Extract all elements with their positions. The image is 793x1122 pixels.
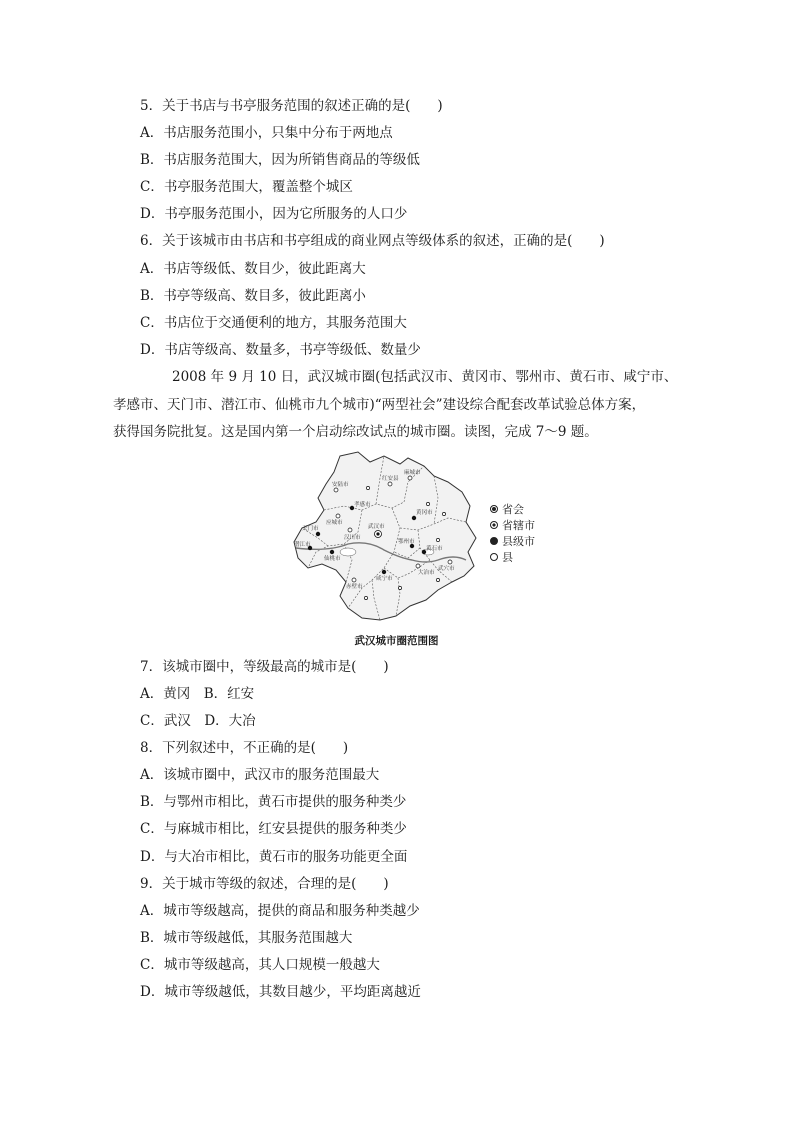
label-wuxue: 武穴市 xyxy=(438,566,455,572)
question-7-options-cd: C．武汉 D．大冶 xyxy=(140,713,256,729)
label-tianmen: 天门市 xyxy=(302,526,319,532)
wuxue-symbol xyxy=(448,560,452,564)
label-xiantao: 仙桃市 xyxy=(324,556,341,562)
prefecture-city-icon xyxy=(490,521,498,529)
question-5-option-b: B．书店服务范围大，因为所销售商品的等级低 xyxy=(140,152,420,168)
label-xianning: 咸宁市 xyxy=(376,576,393,582)
label-macheng: 麻城市 xyxy=(404,470,421,476)
county-city-icon xyxy=(490,537,498,545)
passage-line-3: 获得国务院批复。这是国内第一个启动综改试点的城市圈。读图，完成 7～9 题。 xyxy=(113,424,598,440)
macheng-symbol xyxy=(408,476,412,480)
question-5-stem: 5．关于书店与书亭服务范围的叙述正确的是( ) xyxy=(140,98,443,114)
wuhan-city-circle-map xyxy=(288,448,483,628)
question-9-option-b: B．城市等级越低，其服务范围越大 xyxy=(140,930,353,946)
county-symbol xyxy=(366,486,369,489)
hongan-symbol xyxy=(388,482,392,486)
wuhan-capital-symbol xyxy=(375,531,382,538)
question-6-option-c: C．书店位于交通便利的地方，其服务范围大 xyxy=(140,315,407,331)
label-ezhou: 鄂州市 xyxy=(398,539,415,545)
question-5-option-a: A．书店服务范围小，只集中分布于两地点 xyxy=(140,125,393,141)
label-hanchuan: 汉川市 xyxy=(344,535,361,541)
question-7-options-ab: A．黄冈 B．红安 xyxy=(140,686,255,702)
question-9-stem: 9．关于城市等级的叙述，合理的是( ) xyxy=(140,876,389,892)
label-wuhan: 武汉市 xyxy=(368,524,385,530)
label-xiaogan: 孝感市 xyxy=(354,502,371,508)
xianning-symbol xyxy=(382,570,386,574)
question-6-option-a: A．书店等级低、数目少，彼此距离大 xyxy=(140,261,366,277)
question-8-option-d: D．与大冶市相比，黄石市的服务功能更全面 xyxy=(140,849,408,865)
hanchuan-symbol xyxy=(348,528,352,532)
anlu-symbol xyxy=(334,488,338,492)
label-anlu: 安陆市 xyxy=(332,482,349,488)
xiantao-symbol xyxy=(330,550,334,554)
question-9-option-c: C．城市等级越高，其人口规模一般越大 xyxy=(140,957,380,973)
question-7-stem: 7．该城市圈中，等级最高的城市是( ) xyxy=(140,659,389,675)
label-hongan: 红安县 xyxy=(382,476,399,482)
legend-county: 县 xyxy=(490,551,513,565)
label-yingcheng: 应城市 xyxy=(326,520,343,526)
label-daye: 大冶市 xyxy=(418,570,435,576)
question-6-stem: 6．关于该城市由书店和书亭组成的商业网点等级体系的叙述，正确的是( ) xyxy=(140,233,605,249)
passage-line-1: 2008 年 9 月 10 日，武汉城市圈(包括武汉市、黄冈市、鄂州市、黄石市、咸宁市、 xyxy=(172,369,678,385)
county-symbol xyxy=(364,596,367,599)
label-qianjiang: 潜江市 xyxy=(294,542,311,548)
question-6-option-d: D．书店等级高、数量多，书亭等级低、数量少 xyxy=(140,342,421,358)
map-caption: 武汉城市圈范围图 xyxy=(354,635,439,647)
county-symbol xyxy=(436,538,439,541)
passage-line-2: 孝感市、天门市、潜江市、仙桃市九个城市)“两型社会”建设综合配套改革试验总体方案， xyxy=(113,397,646,413)
county-icon xyxy=(490,553,498,561)
chibi-symbol xyxy=(352,578,356,582)
legend-provincial-capital: 省会 xyxy=(490,503,524,517)
question-8-option-b: B．与鄂州市相比，黄石市提供的服务种类少 xyxy=(140,794,407,810)
county-symbol xyxy=(442,512,445,515)
question-9-option-a: A．城市等级越高，提供的商品和服务种类越少 xyxy=(140,903,420,919)
question-6-option-b: B．书亭等级高、数目多，彼此距离小 xyxy=(140,288,366,304)
legend-county-city: 县级市 xyxy=(490,535,535,549)
question-8-stem: 8．下列叙述中，不正确的是( ) xyxy=(140,740,349,756)
county-symbol xyxy=(398,586,401,589)
tianmen-symbol xyxy=(316,532,320,536)
daye-symbol xyxy=(416,564,420,568)
question-8-option-c: C．与麻城市相比，红安县提供的服务种类少 xyxy=(140,821,407,837)
question-9-option-d: D．城市等级越低，其数目越少，平均距离越近 xyxy=(140,984,421,1000)
county-symbol xyxy=(426,502,429,505)
huanggang-symbol xyxy=(412,516,416,520)
provincial-capital-icon xyxy=(490,505,498,513)
question-8-option-a: A．该城市圈中，武汉市的服务范围最大 xyxy=(140,767,380,783)
legend-prefecture-city: 省辖市 xyxy=(490,519,535,533)
label-huangshi: 黄石市 xyxy=(426,546,443,552)
yingcheng-symbol xyxy=(336,514,340,518)
lake-shape xyxy=(340,548,356,556)
label-chibi: 赤壁市 xyxy=(346,584,363,590)
question-5-option-c: C．书亭服务范围大，覆盖整个城区 xyxy=(140,179,353,195)
label-huanggang: 黄冈市 xyxy=(416,510,433,516)
county-symbol xyxy=(436,578,439,581)
question-5-option-d: D．书亭服务范围小，因为它所服务的人口少 xyxy=(140,206,408,222)
